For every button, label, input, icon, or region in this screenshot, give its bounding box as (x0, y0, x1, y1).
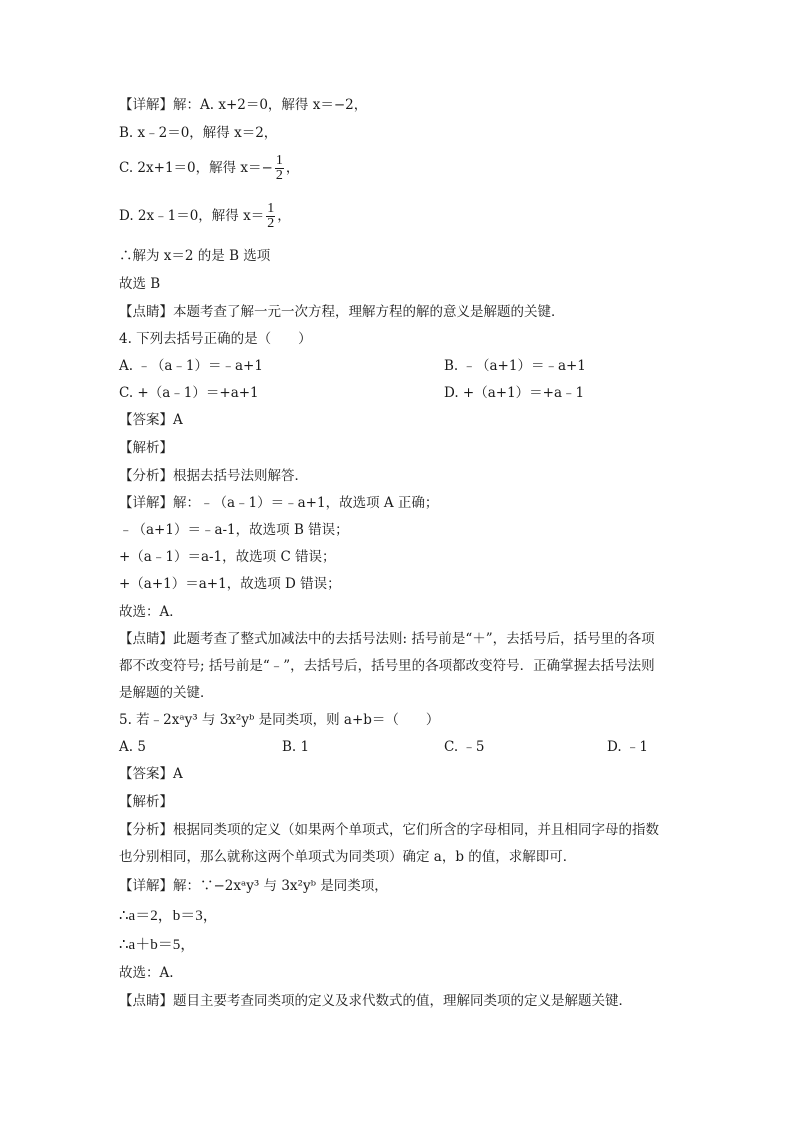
q3-option-d-solution (119, 200, 291, 232)
q5-detail-3: ∴a＋b＝5， (119, 937, 196, 953)
q4-detail-2: ﹣（a+1）＝﹣a-1，故选项 B 错误； (119, 522, 349, 538)
q4-option-c: C. +（a﹣1）＝+a+1 (119, 385, 259, 401)
q5-option-d: D. ﹣1 (607, 739, 649, 755)
q5-choice: 故选：A. (119, 965, 174, 981)
q5-analysis-heading: 【解析】 (119, 794, 173, 810)
q4-option-b: B. ﹣（a+1）＝﹣a+1 (444, 358, 586, 374)
q3-c-numerator: 1 (275, 153, 283, 168)
q3-c-prefix: C. 2x+1＝0，解得 x＝− (119, 160, 273, 176)
q3-option-a-solution: A. x+2＝0，解得 x＝−2， (200, 97, 368, 113)
q3-d-suffix: ， (277, 208, 291, 224)
q4-option-a: A. ﹣（a﹣1）＝﹣a+1 (119, 358, 263, 374)
q4-answer: 【答案】A (119, 412, 183, 428)
q3-d-denominator: 2 (267, 216, 275, 231)
q3-option-b-solution: B. x﹣2＝0，解得 x＝2， (119, 125, 278, 141)
q4-option-d: D. +（a+1）＝+a﹣1 (444, 385, 585, 401)
q4-comment-line-1: 【点睛】此题考查了整式加减法中的去括号法则: 括号前是“＋”，去括号后，括号里的各项 (119, 631, 655, 647)
q5-answer: 【答案】A (119, 766, 183, 782)
q4-detail-3: +（a﹣1）＝a-1，故选项 C 错误； (119, 549, 336, 565)
q3-detail-a-line (119, 95, 367, 115)
q3-d-fraction (266, 202, 275, 231)
q3-conclusion: ∴解为 x＝2 的是 B 选项 (119, 248, 271, 264)
q4-comment-line-3: 是解题的关键． (119, 685, 214, 701)
q3-option-c-solution (119, 152, 299, 184)
q5-detail-2: ∴a＝2，b＝3， (119, 908, 218, 924)
q5-detail-1: 【详解】解：∵−2xᵃy³ 与 3x²yᵇ 是同类项， (119, 878, 388, 894)
q5-analysis-line-1: 【分析】根据同类项的定义（如果两个单项式，它们所含的字母相同，并且相同字母的指数 (119, 822, 659, 838)
q3-c-suffix: ， (285, 160, 300, 176)
q4-stem: 4. 下列去括号正确的是（ ） (119, 331, 312, 347)
q5-stem: 5. 若﹣2xᵃy³ 与 3x²yᵇ 是同类项，则 a+b＝（ ） (119, 712, 440, 728)
q3-d-prefix: D. 2x﹣1＝0，解得 x＝ (119, 208, 265, 224)
q3-c-denominator: 2 (275, 168, 283, 183)
q4-detail-4: +（a+1）＝a+1，故选项 D 错误； (119, 576, 341, 592)
q4-detail-1: 【详解】解：﹣（a﹣1）＝﹣a+1，故选项 A 正确； (119, 495, 439, 511)
q3-c-fraction (275, 154, 284, 183)
q3-detail-label: 【详解】解： (119, 97, 200, 113)
q3-choice: 故选 B (119, 276, 161, 292)
q4-analysis-heading: 【解析】 (119, 440, 173, 456)
q5-comment: 【点睛】题目主要考查同类项的定义及求代数式的值，理解同类项的定义是解题关键． (119, 993, 632, 1009)
q4-comment-line-2: 都不改变符号; 括号前是“﹣”，去括号后，括号里的各项都改变符号．正确掌握去括号法则 (119, 658, 655, 674)
q3-d-numerator: 1 (267, 201, 275, 216)
q5-option-b: B. 1 (282, 739, 310, 755)
q5-option-a: A. 5 (119, 739, 146, 755)
q5-option-c: C. ﹣5 (444, 739, 485, 755)
q4-analysis: 【分析】根据去括号法则解答． (119, 468, 308, 484)
q3-comment: 【点睛】本题考查了解一元一次方程，理解方程的解的意义是解题的关键． (119, 304, 565, 320)
q4-choice: 故选：A． (119, 604, 183, 620)
q5-analysis-line-2: 也分别相同，那么就称这两个单项式为同类项）确定 a，b 的值，求解即可． (119, 849, 577, 865)
